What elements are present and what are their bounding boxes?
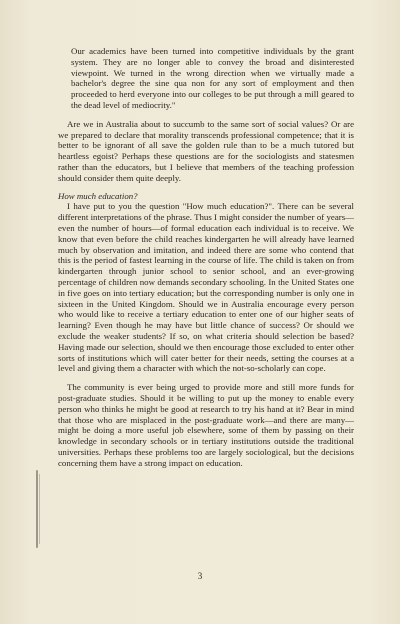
block-quote: Our academics have been turned into competitive individuals by the grant system. They are no longer able to convey the broad and disinterested viewpoint. We turned in the wrong direction when we virtually made a bachelor's degree the sine qua non for any sort of employment and then proceeded to herd everyone into our colleges to be put through a mill geared to the dead level of mediocrity.": [71, 46, 354, 110]
paragraph-how-much-education: I have put to you the question "How much education?". There can be several different interpretations of the phrase. Thus I might consider the number of years—even the number of hours—of formal education each individual is to receive. We know that even before the child reaches kindergarten he will already have learned much by observation and imitation, and indeed there are some who contend that this is the period of fastest learning in the course of life. The child is taken on from kindergarten through junior school to senior school, and an ever-growing percentage of children now demands secondary schooling. In the United States one in five goes on into tertiary education; but the corresponding number is only one in sixteen in the United Kingdom. Should we in Australia encourage every person who would like to receive a tertiary education to enter one of our higher seats of learning? Even though he may have but little chance of success? Or should we exclude the weaker students? If so, on what criteria should selection be based? Having made our selection, should we then encourage those excluded to enter other sorts of institutions which will cater better for their needs, setting the courses at a level and giving them a character with which the not-so-scholarly can cope.: [58, 201, 354, 374]
paragraph-social-values: Are we in Australia about to succumb to the same sort of social values? Or are we prepared to declare that morality transcends professional competence; that it is better to be ignorant of all save the golden rule than to be a much tutored but heartless egoist? Perhaps these questions are for the sociologists and statesmen rather than the educators, but I believe that members of the teaching profession should consider them quite deeply.: [58, 118, 354, 183]
body-text: [58, 46, 354, 468]
page-number: 3: [197, 571, 203, 581]
margin-pencil-mark-secondary: [39, 474, 40, 544]
margin-pencil-mark: [36, 470, 38, 548]
paragraph-post-graduate: The community is ever being urged to provide more and still more funds for post-graduate studies. Should it be willing to put up the money to enable every person who thinks he might be good at research to try his hand at it? Bear in mind that those who are misplaced in the post-graduate work—and there are many—might be doing a more useful job elsewhere, some of them by passing on their knowledge in secondary schools or in tertiary institutions outside the traditional universities. Perhaps these problems too are largely sociological, but the decisions concerning them have a strong impact on education.: [58, 382, 354, 468]
section-heading: How much education?: [58, 190, 138, 201]
